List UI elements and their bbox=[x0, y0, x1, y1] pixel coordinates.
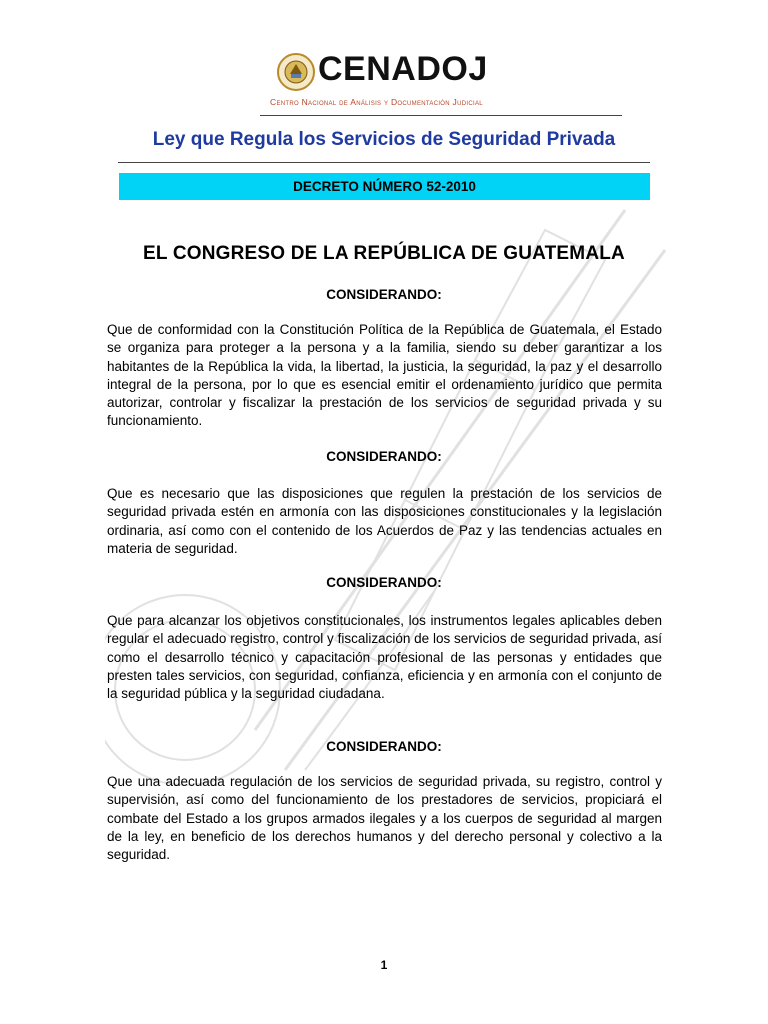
section-heading: CONSIDERANDO: bbox=[326, 739, 442, 754]
section-heading: CONSIDERANDO: bbox=[326, 287, 442, 302]
brand-name: CENADOJ bbox=[318, 50, 488, 88]
page-number: 1 bbox=[380, 958, 388, 972]
seal-icon bbox=[276, 52, 316, 92]
issuer-heading: EL CONGRESO DE LA REPÚBLICA DE GUATEMALA bbox=[143, 243, 625, 264]
section-heading: CONSIDERANDO: bbox=[326, 575, 442, 590]
law-title: Ley que Regula los Servicios de Seguridad Privada bbox=[152, 129, 616, 150]
header-rule bbox=[260, 115, 622, 116]
section-text: Que para alcanzar los objetivos constitucionales, los instrumentos legales aplicables deben regular el adecuado registro, control y fiscalización de los servicios de seguridad privada, así como el desarrollo técnico y capacitación profesional de las personas y entidades que presten tales servicios, con seguridad, confianza, eficiencia y en armonía con el conjunto de la seguridad pública y la seguridad ciudadana. bbox=[107, 613, 662, 702]
title-rule bbox=[118, 162, 650, 163]
brand-subtitle: Centro Nacional de Análisis y Documentación Judicial bbox=[270, 97, 483, 107]
decree-band: DECRETO NÚMERO 52-2010 bbox=[119, 173, 650, 200]
section-heading: CONSIDERANDO: bbox=[326, 449, 442, 464]
section-text: Que de conformidad con la Constitución Política de la República de Guatemala, el Estado se organiza para proteger a la persona y a la familia, siendo su deber garantizar a los habitantes de la República la vida, la libertad, la justicia, la seguridad, la paz y el desarrollo integral de la persona, por lo que es esencial emitir el ordenamiento jurídico que permita autorizar, controlar y fiscalizar la prestación de los servicios de seguridad privada y su funcionamiento. bbox=[107, 322, 662, 429]
section-text: Que es necesario que las disposiciones que regulen la prestación de los servicios de seguridad privada estén en armonía con las disposiciones constitucionales y la legislación ordinaria, así como con el contenido de los Acuerdos de Paz y las tendencias actuales en materia de seguridad. bbox=[107, 486, 662, 556]
section-text: Que una adecuada regulación de los servicios de seguridad privada, su registro, control y supervisión, así como del funcionamiento de los prestadores de servicios, propiciará el combate del Estado a los grupos armados ilegales y a los cuerpos de seguridad al margen de la ley, en beneficio de los derechos humanos y del derecho personal y colectivo a la seguridad. bbox=[107, 774, 662, 863]
document-header bbox=[0, 48, 768, 108]
